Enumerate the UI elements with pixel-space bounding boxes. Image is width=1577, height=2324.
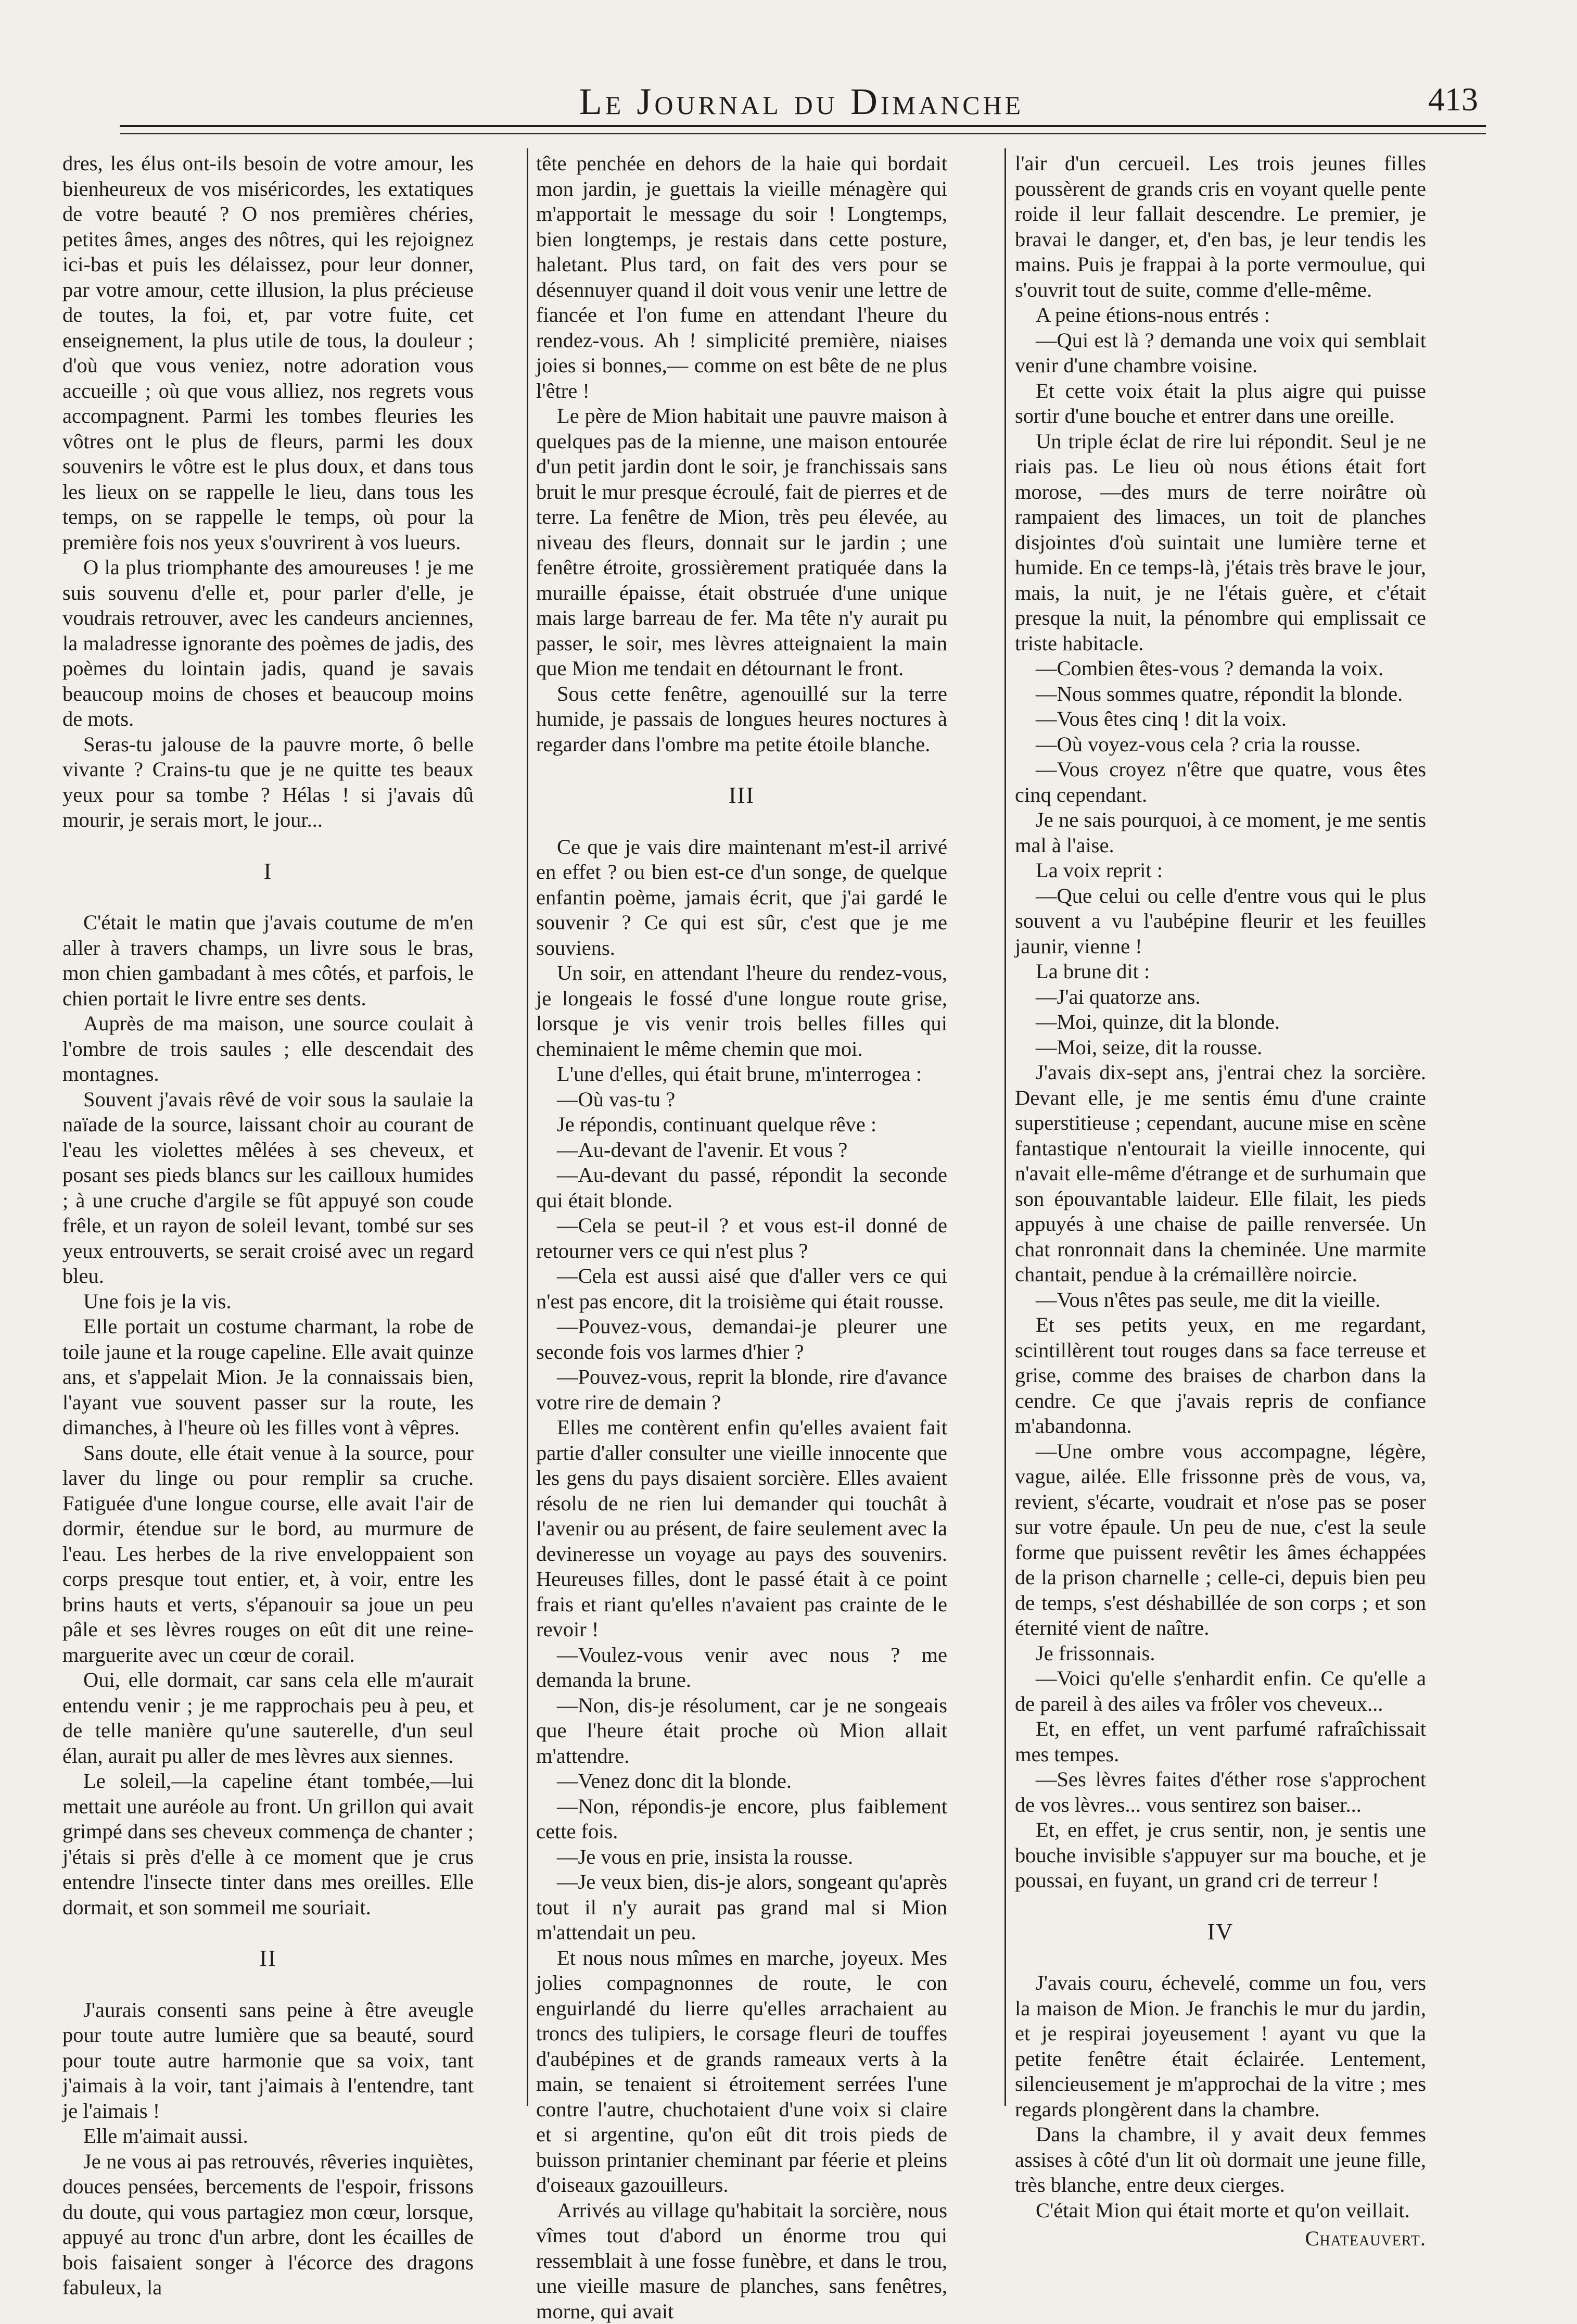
paragraph: A peine étions-nous entrés :	[1015, 302, 1426, 328]
paragraph: —Venez donc dit la blonde.	[536, 1769, 947, 1794]
paragraph: Souvent j'avais rêvé de voir sous la saulaie la naïade de la source, laissant choir au courant de l'eau les violettes mêlées à ses cheveux, et posant ses pieds blancs sur les cailloux humides ; à une cruche d'argile se fût appuyé son coude frêle, et un rayon de soleil levant, tombé sur ses yeux entrouverts, se serait croisé avec un regard bleu.	[62, 1087, 474, 1289]
paragraph: C'était le matin que j'avais coutume de m'en aller à travers champs, un livre sous le bras, mon chien gambadant à mes côtés, et parfois, le chien portait le livre entre ses dents.	[62, 910, 474, 1011]
paragraph: —Nous sommes quatre, répondit la blonde.	[1015, 681, 1426, 707]
column-divider	[1004, 148, 1006, 2106]
paragraph: —Vous n'êtes pas seule, me dit la vieille.	[1015, 1287, 1426, 1313]
paragraph: J'avais dix-sept ans, j'entrai chez la sorcière. Devant elle, je me sentis ému d'une crainte superstitieuse ; cependant, aucune mise en scène fantastique n'entourait la vieille innocente, qui n'avait elle-même d'étrange et de surhumain que son épouvantable laideur. Elle filait, les pieds appuyés à une chaise de paille renversée. Un chat ronronnait dans la cheminée. Une marmite chantait, pendue à la crémaillère noircie.	[1015, 1060, 1426, 1287]
paragraph: —Cela est aussi aisé que d'aller vers ce qui n'est pas encore, dit la troisième qui était rousse.	[536, 1264, 947, 1314]
paragraph: J'avais couru, échevelé, comme un fou, vers la maison de Mion. Je franchis le mur du jardin, et je respirai joyeusement ! ayant vu que la petite fenêtre était éclairée. Lentement, silencieusement je m'approchai de la vitre ; mes regards plongèrent dans la chambre.	[1015, 1971, 1426, 2122]
paragraph: Un triple éclat de rire lui répondit. Seul je ne riais pas. Le lieu où nous étions était fort morose, —des murs de terre noirâtre où rampaient des limaces, un toit de planches disjointes d'où suintait une lumière terne et humide. En ce temps-là, j'étais très brave le jour, mais, la nuit, je ne l'étais guère, et c'était presque la nuit, la pénombre qui emplissait ce triste habitacle.	[1015, 429, 1426, 656]
paragraph: —Qui est là ? demanda une voix qui semblait venir d'une chambre voisine.	[1015, 328, 1426, 378]
page-number: 413	[1428, 80, 1478, 119]
paragraph: —Je veux bien, dis-je alors, songeant qu'après tout il n'y aurait pas grand mal si Mion m'attendait un peu.	[536, 1870, 947, 1946]
paragraph: Sans doute, elle était venue à la source, pour laver du linge ou pour remplir sa cruche. Fatiguée d'une longue course, elle avait l'air de dormir, étendue sur le bord, au murmure de l'eau. Les herbes de la rive enveloppaient son corps presque tout entier, et, à voir, entre les brins hauts et verts, s'épanouir sa joue un peu pâle et ses lèvres rouges on eût dit une reine-marguerite avec un cœur de corail.	[62, 1441, 474, 1668]
paragraph: —Voici qu'elle s'enhardit enfin. Ce qu'elle a de pareil à des ailes va frôler vos cheveux...	[1015, 1666, 1426, 1716]
paragraph: —Ses lèvres faites d'éther rose s'approchent de vos lèvres... vous sentirez son baiser...	[1015, 1767, 1426, 1817]
author-signature: Chateauvert.	[1015, 2226, 1426, 2252]
paragraph: —Où voyez-vous cela ? cria la rousse.	[1015, 732, 1426, 757]
paragraph: C'était Mion qui était morte et qu'on veillait.	[1015, 2198, 1426, 2224]
paragraph: Le père de Mion habitait une pauvre maison à quelques pas de la mienne, une maison entourée d'un petit jardin dont le soir, je franchissais sans bruit le mur presque écroulé, fait de pierres et de terre. La fenêtre de Mion, très peu élevée, au niveau des fleurs, donnait sur le jardin ; une fenêtre étroite, grossièrement pratiquée dans la muraille épaisse, était obstruée d'une unique mais large barreau de fer. Ma tête n'y aurait pu passer, le soir, mes lèvres atteignaient la main que Mion me tendait en détournant le front.	[536, 403, 947, 681]
page-header	[120, 78, 1483, 125]
paragraph: —Non, répondis-je encore, plus faiblement cette fois.	[536, 1794, 947, 1845]
paragraph: —Que celui ou celle d'entre vous qui le plus souvent a vu l'aubépine fleurir et les feuilles jaunir, vienne !	[1015, 883, 1426, 959]
paragraph: l'air d'un cercueil. Les trois jeunes filles poussèrent de grands cris en voyant quelle pente roide il leur fallait descendre. Le premier, je bravai le danger, et, d'en bas, je leur tendis les mains. Puis je frappai à la porte vermoulue, qui s'ouvrit tout de suite, comme d'elle-même.	[1015, 151, 1426, 302]
paragraph: Ce que je vais dire maintenant m'est-il arrivé en effet ? ou bien est-ce d'un songe, de quelque enfantin poème, jamais écrit, que j'ai gardé le souvenir ? Ce qui est sûr, c'est que je me souviens.	[536, 835, 947, 961]
paragraph: Le soleil,—la capeline étant tombée,—lui mettait une auréole au front. Un grillon qui avait grimpé dans ses cheveux commença de chanter ; j'étais si près d'elle à ce moment que je crus entendre l'insecte tinter dans mes oreilles. Elle dormait, et son sommeil me souriait.	[62, 1769, 474, 1920]
paragraph: —Où vas-tu ?	[536, 1087, 947, 1113]
text-column-1	[62, 151, 474, 2129]
journal-title: Le Journal du Dimanche	[120, 80, 1483, 123]
paragraph: —Je vous en prie, insista la rousse.	[536, 1845, 947, 1870]
text-column-3	[1015, 151, 1426, 2129]
paragraph: Je ne vous ai pas retrouvés, rêveries inquiètes, douces pensées, bercements de l'espoir, frissons du doute, qui vous partagiez mon cœur, lorsque, appuyé au tronc d'un arbre, dont les écailles de bois faisaient songer à l'écorce des dragons fabuleux, la	[62, 2149, 474, 2301]
paragraph: Oui, elle dormait, car sans cela elle m'aurait entendu venir ; je me rapprochais peu à peu, et de telle manière qu'une sauterelle, d'un seul élan, aurait pu aller de mes lèvres aux siennes.	[62, 1668, 474, 1769]
paragraph: Et, en effet, je crus sentir, non, je sentis une bouche invisible s'appuyer sur ma bouche, et je poussai, en fuyant, un grand cri de terreur !	[1015, 1817, 1426, 1893]
section-heading-ii: II	[62, 1946, 474, 1972]
paragraph: —Pouvez-vous, demandai-je pleurer une seconde fois vos larmes d'hier ?	[536, 1314, 947, 1365]
paragraph: —Une ombre vous accompagne, légère, vague, ailée. Elle frissonne près de vous, va, revient, s'écarte, voudrait et n'ose pas se poser sur votre épaule. Un peu de nue, c'est la seule forme que puissent revêtir les âmes échappées de la prison charnelle ; celle-ci, depuis bien peu de temps, s'est déshabillée de son corps ; et son éternité vient de naître.	[1015, 1439, 1426, 1641]
paragraph: Un soir, en attendant l'heure du rendez-vous, je longeais le fossé d'une longue route grise, lorsque je vis venir trois belles filles qui cheminaient le même chemin que moi.	[536, 961, 947, 1062]
header-rule-thin	[120, 133, 1486, 134]
paragraph: Seras-tu jalouse de la pauvre morte, ô belle vivante ? Crains-tu que je ne quitte tes beaux yeux pour sa tombe ? Hélas ! si j'avais dû mourir, je serais mort, le jour...	[62, 732, 474, 833]
paragraph: J'aurais consenti sans peine à être aveugle pour toute autre lumière que sa beauté, sourd pour toute autre harmonie que sa voix, tant j'aimais à la voir, tant j'aimais à l'entendre, tant je l'aimais !	[62, 1998, 474, 2124]
paragraph: Sous cette fenêtre, agenouillé sur la terre humide, je passais de longues heures noctures à regarder dans l'ombre ma petite étoile blanche.	[536, 681, 947, 757]
paragraph: —Non, dis-je résolument, car je ne songeais que l'heure était proche où Mion allait m'attendre.	[536, 1693, 947, 1769]
paragraph: Auprès de ma maison, une source coulait à l'ombre de trois saules ; elle descendait des montagnes.	[62, 1011, 474, 1087]
paragraph: Arrivés au village qu'habitait la sorcière, nous vîmes tout d'abord un énorme trou qui ressemblait à une fosse funèbre, et dans le trou, une vieille masure de planches, sans fenêtres, morne, qui avait	[536, 2198, 947, 2324]
paragraph: Elles me contèrent enfin qu'elles avaient fait partie d'aller consulter une vieille innocente que les gens du pays disaient sorcière. Elles avaient résolu de ne rien lui demander qui touchât à l'avenir ou au présent, de faire seulement avec la devineresse un voyage au pays des souvenirs. Heureuses filles, dont le passé était à ce point frais et riant qu'elles n'avaient pas crainte de le revoir !	[536, 1415, 947, 1643]
paragraph: Et ses petits yeux, en me regardant, scintillèrent tout rouges dans sa face terreuse et grise, comme des braises de charbon dans la cendre. Ce que j'avais repris de confiance m'abandonna.	[1015, 1312, 1426, 1439]
paragraph: —Combien êtes-vous ? demanda la voix.	[1015, 656, 1426, 681]
section-heading-iii: III	[536, 783, 947, 809]
paragraph: Et nous nous mîmes en marche, joyeux. Mes jolies compagnonnes de route, le con enguirlandé du lierre qu'elles arrachaient au troncs des tulipiers, le corsage fleuri de touffes d'aubépines et de grands rameaux verts à la main, se tenaient si étroitement serrées l'une contre l'autre, chuchotaient d'une voix si claire et si argentine, qu'on eût dit trois pieds de buisson printanier cheminant par féerie et pleins d'oiseaux gazouilleurs.	[536, 1946, 947, 2198]
paragraph: —J'ai quatorze ans.	[1015, 984, 1426, 1010]
paragraph: Et cette voix était la plus aigre qui puisse sortir d'une bouche et entrer dans une oreille.	[1015, 378, 1426, 429]
text-column-2	[536, 151, 947, 2129]
paragraph: Elle portait un costume charmant, la robe de toile jaune et la rouge capeline. Elle avait quinze ans, et s'appelait Mion. Je la connaissais bien, l'ayant vue souvent passer sur la route, les dimanches, à l'heure où les filles vont à vêpres.	[62, 1314, 474, 1441]
paragraph: La brune dit :	[1015, 959, 1426, 984]
paragraph: O la plus triomphante des amoureuses ! je me suis souvenu d'elle et, pour parler d'elle, je voudrais retrouver, avec les candeurs anciennes, la maladresse ignorante des poèmes de jadis, des poèmes du lointain jadis, quand je savais beaucoup moins de choses et beaucoup moins de mots.	[62, 555, 474, 732]
paragraph: Et, en effet, un vent parfumé rafraîchissait mes tempes.	[1015, 1716, 1426, 1767]
paragraph: Elle m'aimait aussi.	[62, 2124, 474, 2149]
section-heading-iv: IV	[1015, 1919, 1426, 1945]
paragraph: —Vous croyez n'être que quatre, vous êtes cinq cependant.	[1015, 757, 1426, 807]
paragraph: —Moi, seize, dit la rousse.	[1015, 1035, 1426, 1060]
paragraph: —Voulez-vous venir avec nous ? me demanda la brune.	[536, 1643, 947, 1693]
paragraph: —Au-devant de l'avenir. Et vous ?	[536, 1138, 947, 1163]
paragraph: Je frissonnais.	[1015, 1641, 1426, 1666]
paragraph: La voix reprit :	[1015, 858, 1426, 883]
paragraph: Dans la chambre, il y avait deux femmes assises à côté d'un lit où dormait une jeune fille, très blanche, entre deux cierges.	[1015, 2122, 1426, 2198]
column-divider	[527, 148, 528, 2106]
paragraph: —Au-devant du passé, répondit la seconde qui était blonde.	[536, 1163, 947, 1213]
paragraph: Je ne sais pourquoi, à ce moment, je me sentis mal à l'aise.	[1015, 807, 1426, 858]
paragraph: —Moi, quinze, dit la blonde.	[1015, 1009, 1426, 1035]
paragraph: L'une d'elles, qui était brune, m'interrogea :	[536, 1062, 947, 1087]
paragraph: —Pouvez-vous, reprit la blonde, rire d'avance votre rire de demain ?	[536, 1365, 947, 1415]
paragraph: —Vous êtes cinq ! dit la voix.	[1015, 706, 1426, 732]
paragraph: —Cela se peut-il ? et vous est-il donné de retourner vers ce qui n'est plus ?	[536, 1213, 947, 1264]
section-heading-i: I	[62, 859, 474, 885]
paragraph: Une fois je la vis.	[62, 1289, 474, 1315]
paragraph: dres, les élus ont-ils besoin de votre amour, les bienheureux de vos miséricordes, les extatiques de votre beauté ? O nos premières chéries, petites âmes, anges des nôtres, qui les rejoignez ici-bas et puis les délaissez, pour leur donner, par votre amour, cette illusion, la plus précieuse de toutes, la foi, et, par votre fuite, cet enseignement, la plus utile de tous, la douleur ; d'où que vous veniez, notre adoration vous accueille ; où que vous alliez, nos regrets vous accompagnent. Parmi les tombes fleuries les vôtres ont le plus de fleurs, parmi les doux souvenirs le vôtre est le plus doux, et dans tous les lieux on se rappelle le lieu, dans tous les temps, on se rappelle le temps, où pour la première fois nos yeux s'ouvrirent à vos lueurs.	[62, 151, 474, 555]
paragraph: Je répondis, continuant quelque rêve :	[536, 1112, 947, 1138]
paragraph: tête penchée en dehors de la haie qui bordait mon jardin, je guettais la vieille ménagère qui m'apportait le message du soir ! Longtemps, bien longtemps, je restais dans cette posture, haletant. Plus tard, on fait des vers pour se désennuyer quand il doit vous venir une lettre de fiancée et l'on fume en attendant l'heure du rendez-vous. Ah ! simplicité première, niaises joies si bonnes,— comme on est bête de ne plus l'être !	[536, 151, 947, 403]
header-rule-thick	[120, 125, 1486, 127]
